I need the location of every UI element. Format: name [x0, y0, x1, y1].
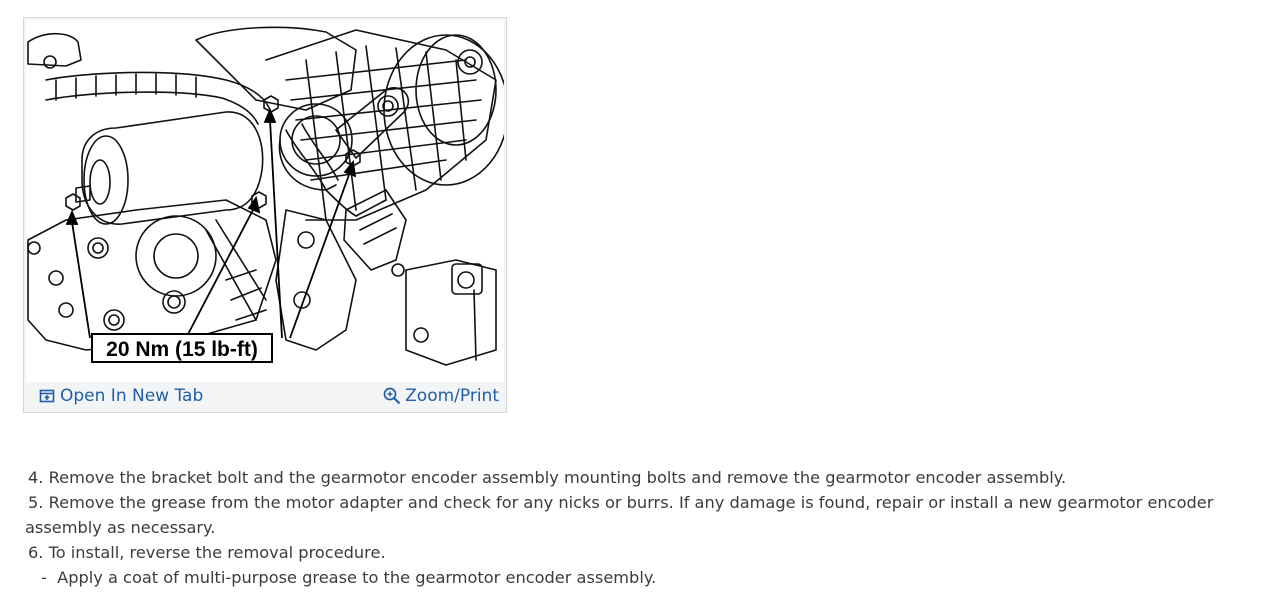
figure-card	[23, 17, 507, 413]
step-text: To install, reverse the removal procedure.	[48, 543, 386, 562]
step-number: 4.	[28, 468, 44, 487]
zoom-print-link[interactable]	[383, 386, 499, 406]
sub-step-bullet: -	[41, 568, 47, 587]
sub-step-grease	[25, 565, 1255, 590]
gearmotor-encoder-diagram[interactable]	[26, 20, 504, 382]
step-4	[25, 465, 1255, 490]
step-text: Remove the bracket bolt and the gearmotor encoder assembly mounting bolts and remove the gearmotor encoder assembly.	[48, 468, 1067, 487]
step-number: 6.	[28, 543, 44, 562]
diagram-drawing	[26, 20, 504, 382]
step-text: Remove the grease from the motor adapter and check for any nicks or burrs. If any damage is found, repair or install a new gearmotor encoder assembly as necessary.	[25, 493, 1214, 537]
step-number: 5.	[28, 493, 44, 512]
instructions-list	[25, 465, 1255, 590]
open-in-new-tab-link[interactable]	[38, 386, 203, 406]
step-6	[25, 540, 1255, 565]
torque-callout-label: 20 Nm (15 lb-ft)	[106, 338, 258, 361]
step-5	[25, 490, 1255, 540]
sub-step-text: Apply a coat of multi-purpose grease to the gearmotor encoder assembly.	[57, 568, 657, 587]
open-in-new-tab-label: Open In New Tab	[60, 386, 204, 406]
open-new-tab-icon	[38, 387, 56, 405]
zoom-print-label: Zoom/Print	[405, 386, 499, 406]
zoom-in-icon	[383, 387, 401, 405]
figure-toolbar	[24, 384, 506, 412]
